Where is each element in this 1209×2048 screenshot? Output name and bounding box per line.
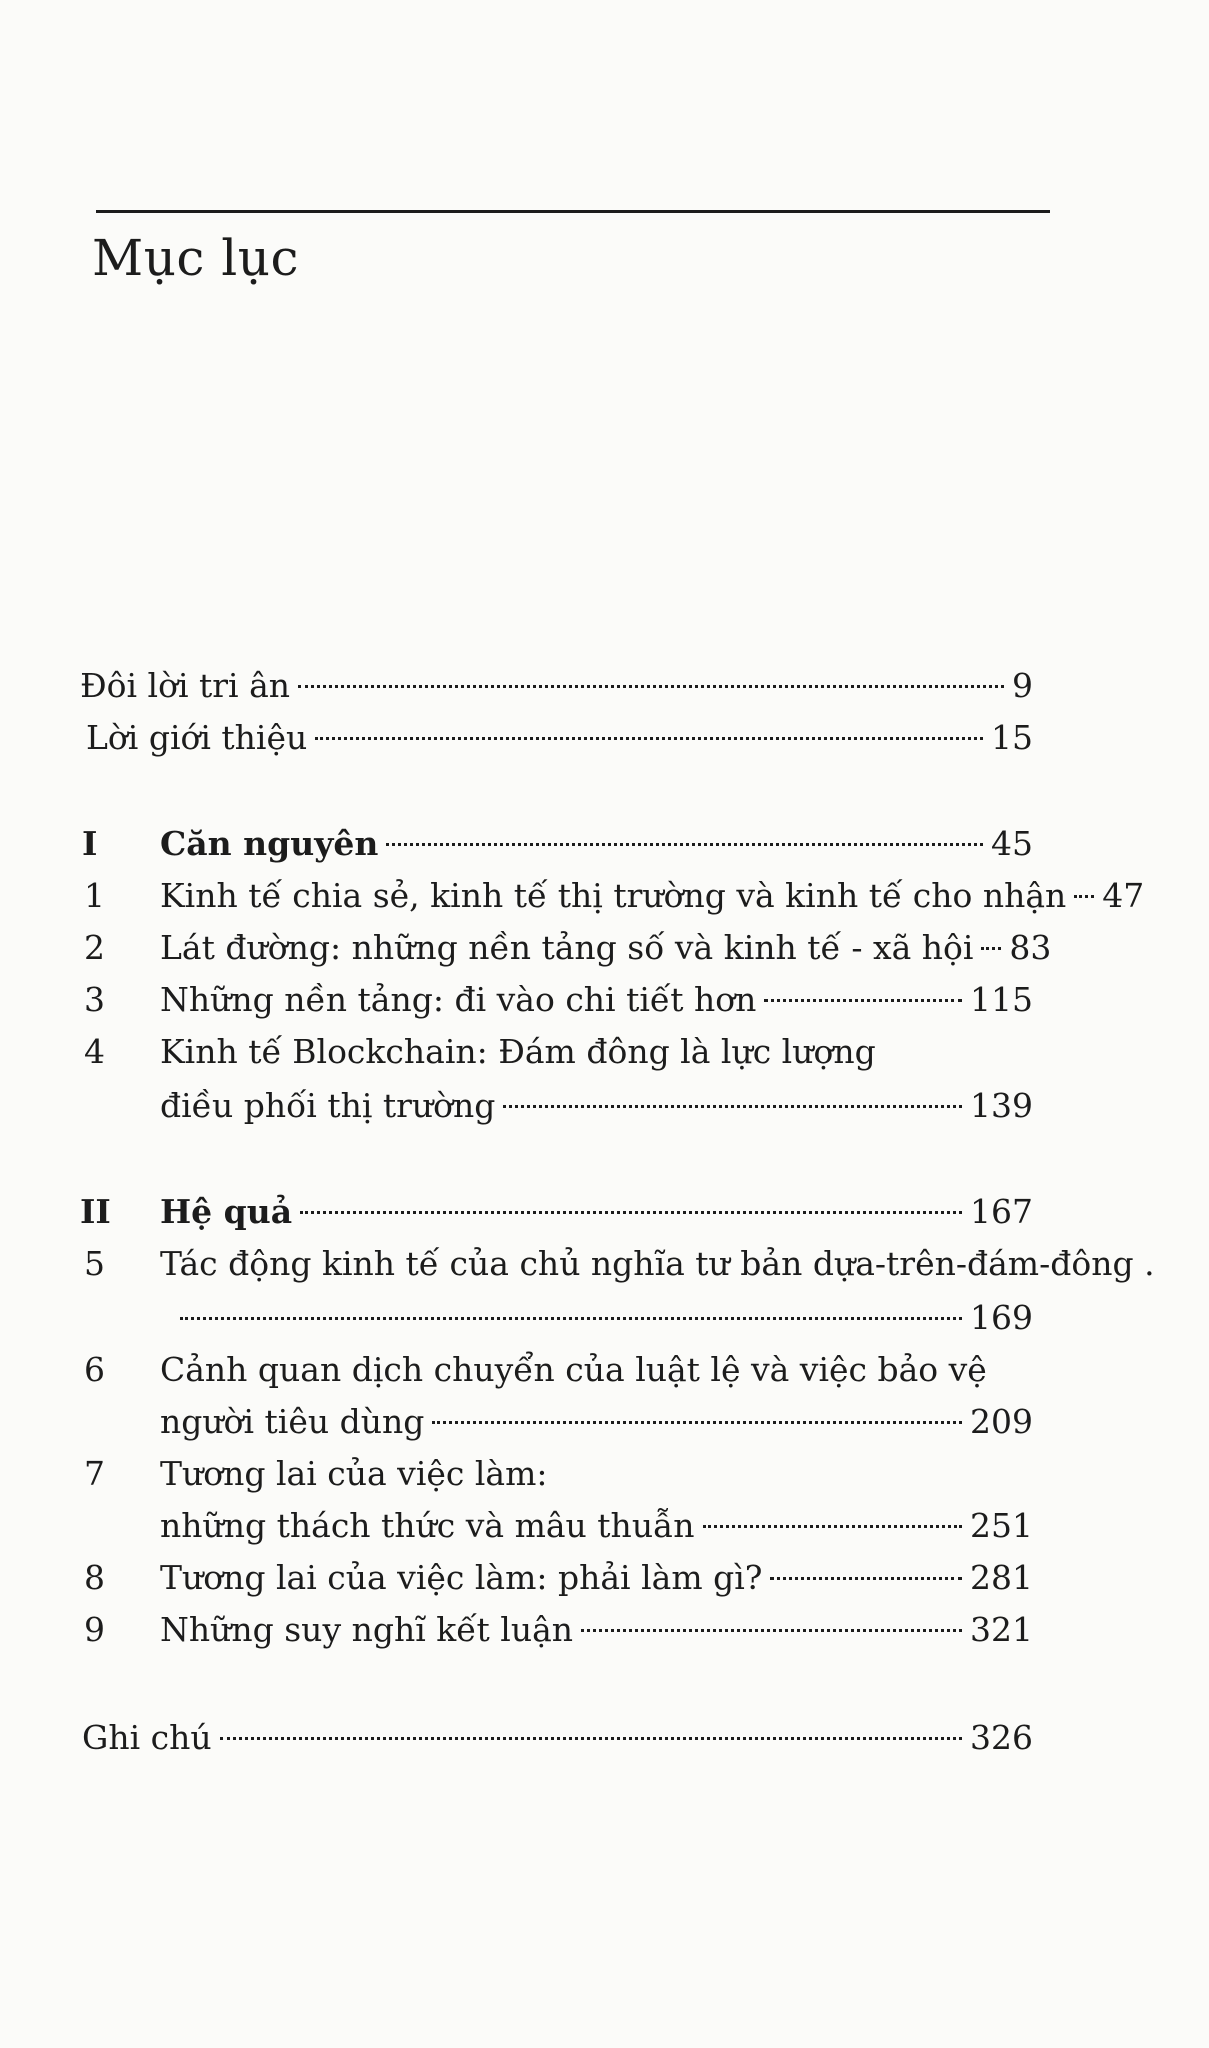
chapter-number: 7 xyxy=(84,1454,105,1493)
toc-chapter-9[interactable] xyxy=(0,1604,1209,1656)
chapter-title: Tương lai của việc làm: xyxy=(160,1454,548,1493)
chapter-title: Những nền tảng: đi vào chi tiết hơn xyxy=(160,980,757,1019)
toc-chapter-5-line1[interactable] xyxy=(0,1238,1209,1290)
dot-leader xyxy=(386,843,983,846)
dot-leader xyxy=(432,1421,962,1424)
dot-leader xyxy=(770,1577,962,1580)
chapter-number: 9 xyxy=(84,1610,105,1649)
dot-leader xyxy=(220,1737,962,1740)
toc-chapter-1[interactable] xyxy=(0,870,1209,922)
dot-leader xyxy=(981,947,1001,950)
chapter-number: 8 xyxy=(84,1558,105,1597)
toc-page-number: 169 xyxy=(970,1298,1033,1337)
toc-chapter-2[interactable] xyxy=(0,922,1209,974)
toc-page-number: 9 xyxy=(1012,666,1033,705)
toc-page-number: 139 xyxy=(970,1086,1033,1125)
toc-page-number: 15 xyxy=(991,718,1033,757)
toc-page-number: 167 xyxy=(970,1192,1033,1231)
toc-page-number: 251 xyxy=(970,1506,1033,1545)
top-rule xyxy=(96,210,1050,213)
toc-page-number: 326 xyxy=(970,1718,1033,1757)
dot-leader xyxy=(1074,895,1094,898)
chapter-title: Lát đường: những nền tảng số và kinh tế - xã hội xyxy=(160,928,974,967)
toc-entry-text: Lời giới thiệu xyxy=(86,718,308,757)
dot-leader xyxy=(180,1317,962,1320)
chapter-number: 2 xyxy=(84,928,105,967)
toc-page-number: 321 xyxy=(970,1610,1033,1649)
toc-chapter-4-line1[interactable] xyxy=(0,1026,1209,1078)
chapter-number: 6 xyxy=(84,1350,105,1389)
toc-chapter-6-line1[interactable] xyxy=(0,1344,1209,1396)
toc-part-2[interactable] xyxy=(0,1186,1209,1238)
toc-entry-text: Đôi lời tri ân xyxy=(80,666,291,705)
toc-page-number: 209 xyxy=(970,1402,1033,1441)
chapter-title: Kinh tế chia sẻ, kinh tế thị trường và kinh tế cho nhận xyxy=(160,876,1067,915)
toc-chapter-4-line2[interactable] xyxy=(0,1080,1209,1132)
toc-chapter-8[interactable] xyxy=(0,1552,1209,1604)
chapter-number: 1 xyxy=(84,876,105,915)
part-numeral: I xyxy=(82,824,98,863)
dot-leader xyxy=(764,999,962,1002)
chapter-title: Tác động kinh tế của chủ nghĩa tư bản dựa-trên-đám-đông . xyxy=(160,1244,1155,1283)
toc-entry-text: Ghi chú xyxy=(82,1718,212,1757)
toc-chapter-7-line2[interactable] xyxy=(0,1500,1209,1552)
toc-page-number: 45 xyxy=(991,824,1033,863)
toc-part-1[interactable] xyxy=(0,818,1209,870)
dot-leader xyxy=(315,737,983,740)
toc-page-number: 115 xyxy=(970,980,1033,1019)
toc-chapter-6-line2[interactable] xyxy=(0,1396,1209,1448)
toc-entry-notes[interactable] xyxy=(0,1712,1209,1764)
chapter-title-continued: những thách thức và mâu thuẫn xyxy=(160,1506,695,1545)
dot-leader xyxy=(703,1525,962,1528)
chapter-title: Những suy nghĩ kết luận xyxy=(160,1610,574,1649)
dot-leader xyxy=(581,1629,962,1632)
toc-entry-acknowledgements[interactable] xyxy=(0,660,1209,712)
chapter-title: Tương lai của việc làm: phải làm gì? xyxy=(160,1558,763,1597)
chapter-title-continued: điều phối thị trường xyxy=(160,1086,496,1125)
dot-leader xyxy=(298,685,1004,688)
chapter-number: 4 xyxy=(84,1032,105,1071)
dot-leader xyxy=(503,1105,962,1108)
toc-chapter-3[interactable] xyxy=(0,974,1209,1026)
toc-chapter-7-line1[interactable] xyxy=(0,1448,1209,1500)
chapter-number: 3 xyxy=(84,980,105,1019)
chapter-title: Cảnh quan dịch chuyển của luật lệ và việc bảo vệ xyxy=(160,1350,987,1389)
chapter-title-continued: người tiêu dùng xyxy=(160,1402,425,1441)
chapter-number: 5 xyxy=(84,1244,105,1283)
toc-page-number: 83 xyxy=(1009,928,1052,967)
toc-entry-introduction[interactable] xyxy=(0,712,1209,764)
part-title: Hệ quả xyxy=(160,1192,293,1231)
chapter-title: Kinh tế Blockchain: Đám đông là lực lượng xyxy=(160,1032,876,1071)
toc-page-number: 47 xyxy=(1102,876,1145,915)
toc-page-number: 281 xyxy=(970,1558,1033,1597)
dot-leader xyxy=(300,1211,962,1214)
page-title: Mục lục xyxy=(92,229,299,287)
part-numeral: II xyxy=(80,1192,111,1231)
part-title: Căn nguyên xyxy=(160,824,379,863)
toc-chapter-5-line2[interactable] xyxy=(0,1292,1209,1344)
